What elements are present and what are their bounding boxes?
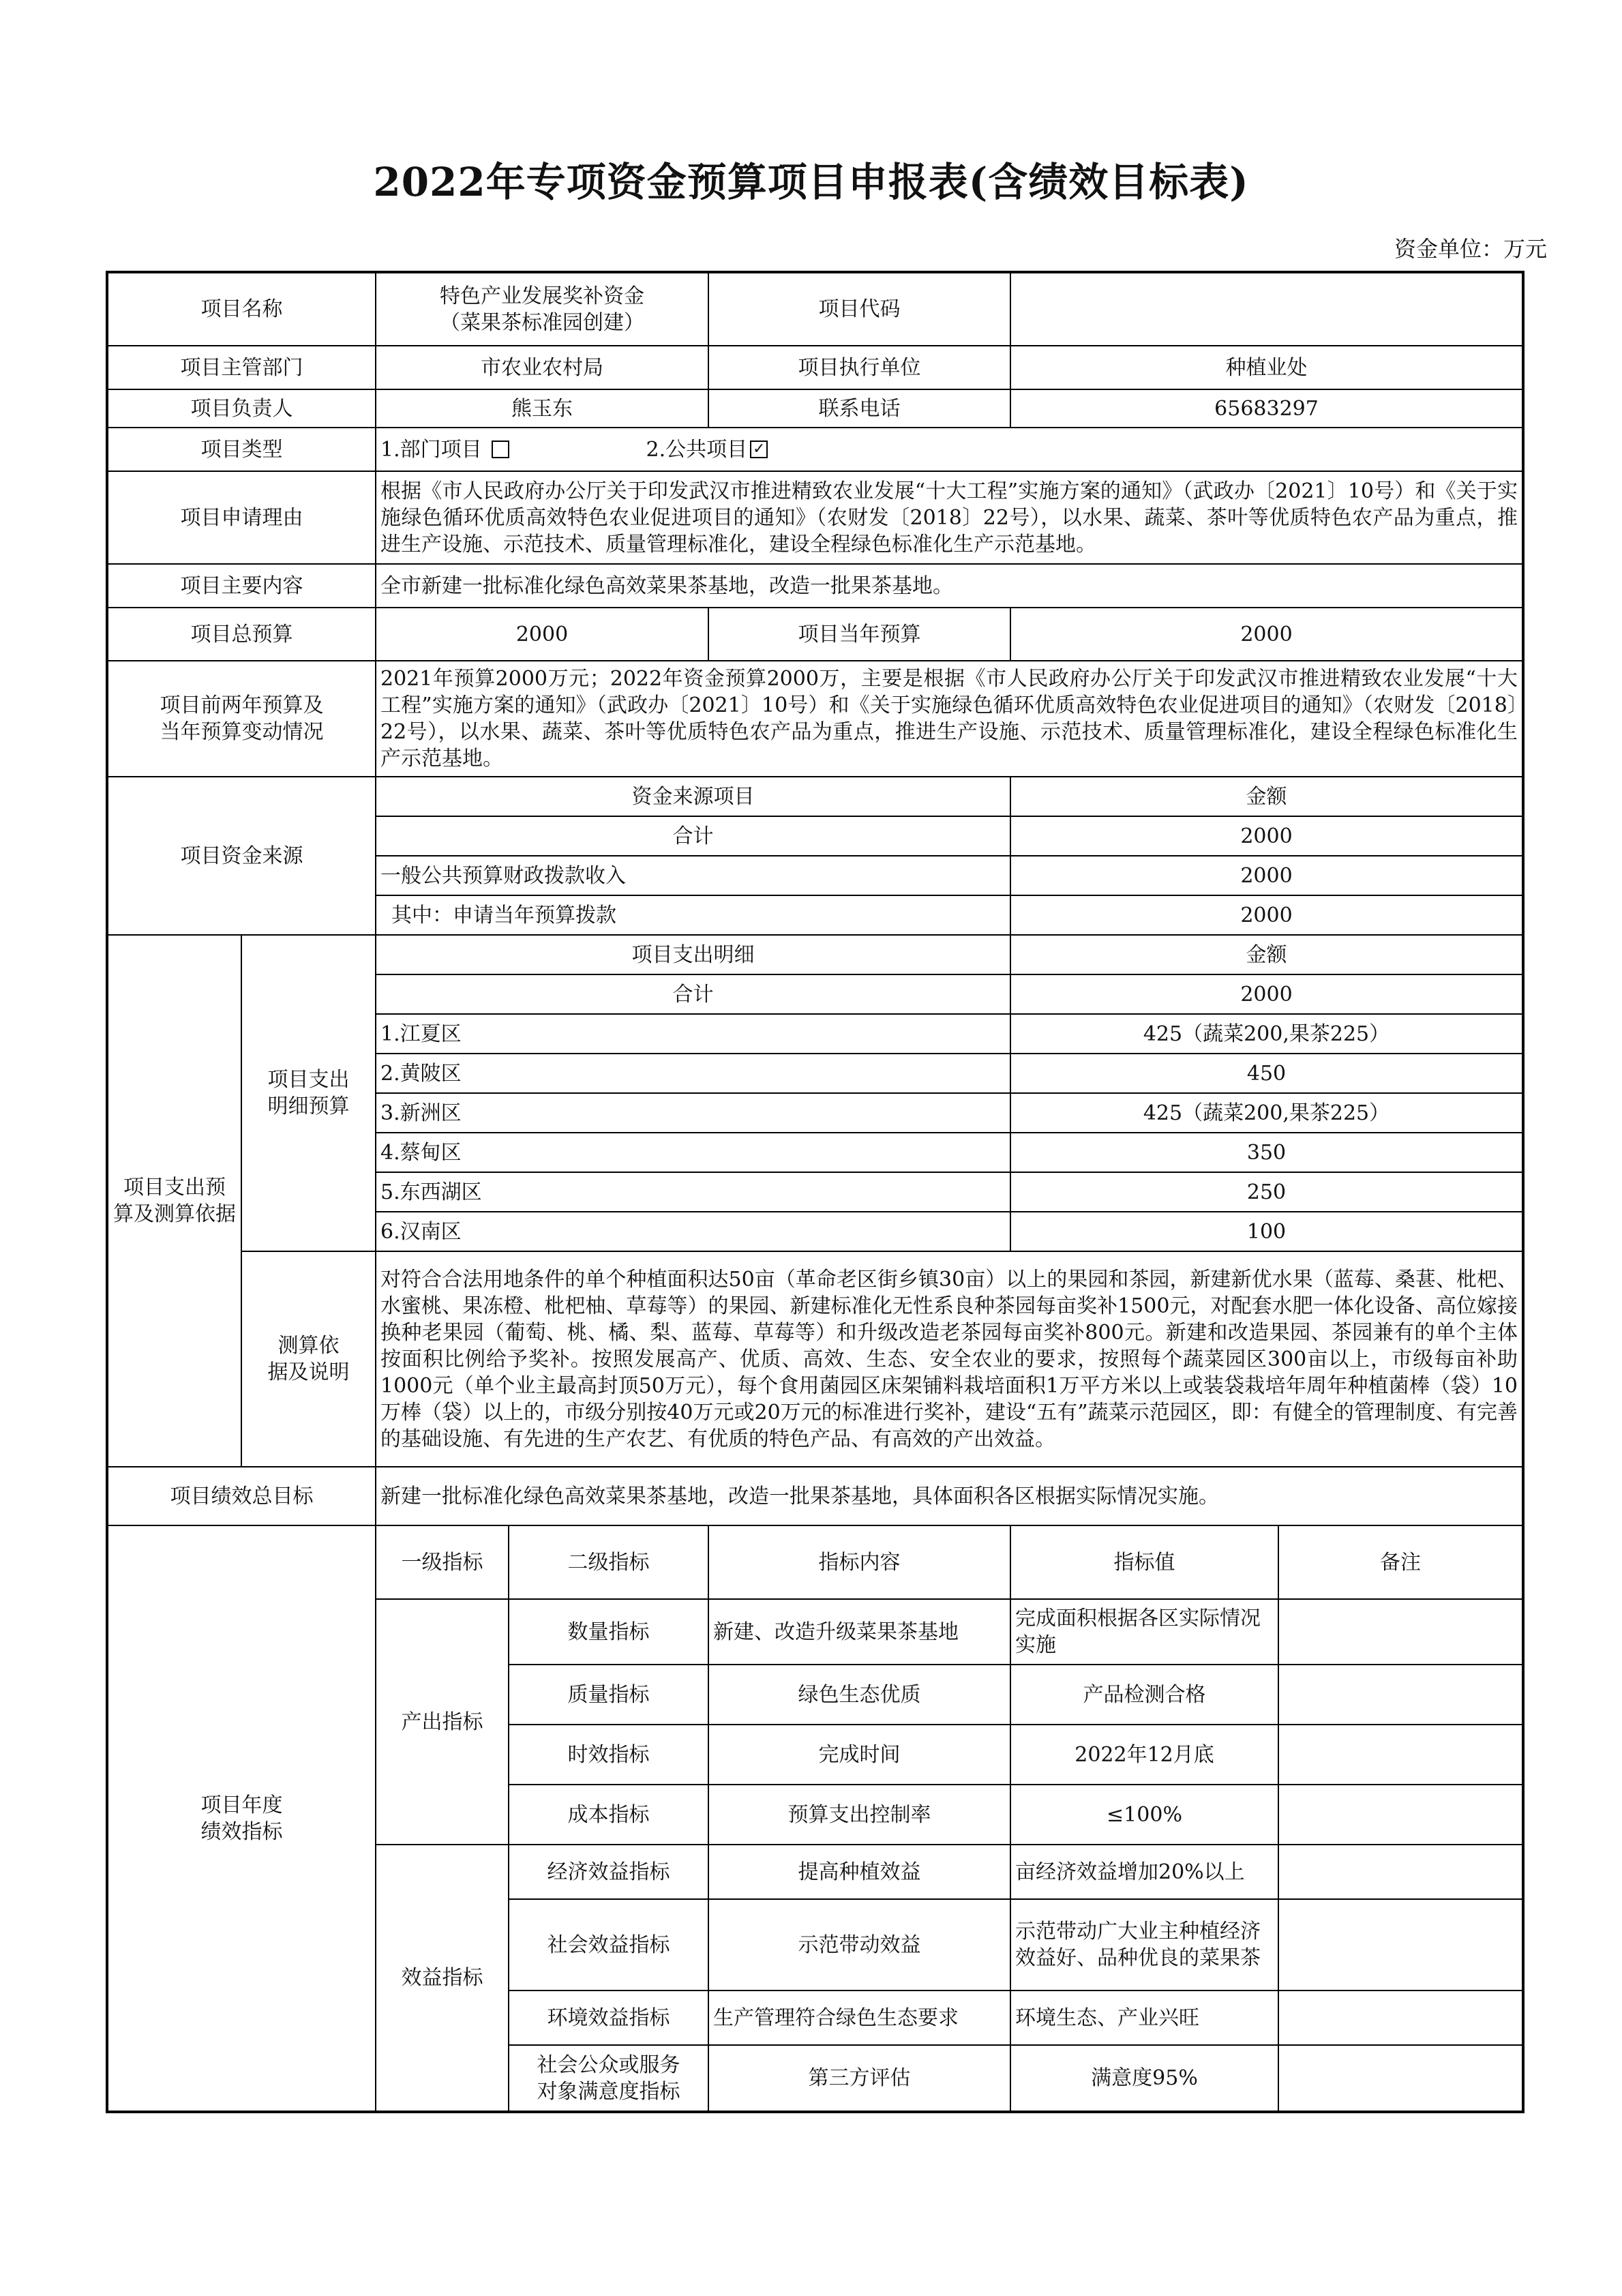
- exec-unit-label: 项目执行单位: [708, 346, 1010, 389]
- perf-content: 示范带动效益: [708, 1899, 1010, 1991]
- reason-value: 根据《市人民政府办公厅关于印发武汉市推进精致农业发展“十大工程”实施方案的通知》（武政办〔2021〕10号）和《关于实施绿色循环优质高效特色农业促进项目的通知》（农财发〔2018〕22号），以水果、蔬菜、茶叶等优质特色农产品为重点，推进生产设施、示范技术、质量管理标准化，建设全程绿色标准化生产示范基地。: [376, 471, 1523, 564]
- expense-row-amount: 100: [1010, 1212, 1523, 1251]
- expense-row-amount: 425（蔬菜200,果茶225）: [1010, 1093, 1523, 1133]
- expense-row-name: 4.蔡甸区: [376, 1133, 1010, 1172]
- perf-content: 第三方评估: [708, 2045, 1010, 2112]
- expense-total-name: 合计: [376, 974, 1010, 1014]
- fund-unit-label: 资金单位：万元: [1394, 236, 1547, 262]
- calc-basis-value: 对符合合法用地条件的单个种植面积达50亩（革命老区街乡镇30亩）以上的果园和茶园，新建新优水果（蓝莓、桑葚、枇杷、水蜜桃、果冻橙、枇杷柚、草莓等）的果园、新建标准化无性系良种茶园每亩奖补1500元，对配套水肥一体化设备、高位嫁接换种老果园（葡萄、桃、橘、梨、蓝莓、草莓等）和升级改造老茶园每亩奖补800元。新建和改造果园、茶园兼有的单个主体按面积比例给予奖补。按照发展高产、优质、高效、生态、安全农业的要求，按照每个蔬菜园区300亩以上，市级每亩补助1000元（单个业主最高封顶50万元），每个食用菌园区床架铺料栽培面积1万平方米以上或装袋栽培年周年种植菌棒（袋）10万棒（袋）以上的，市级分别按40万元或20万元的标准进行奖补，建设“五有”蔬菜示范园区，即：有健全的管理制度、有完善的基础设施、有先进的生产农艺、有优质的特色产品、有高效的产出效益。: [376, 1251, 1523, 1467]
- type-option-dept: [380, 436, 640, 463]
- expense-row-amount: 350: [1010, 1133, 1523, 1172]
- perf-value: 环境生态、产业兴旺: [1010, 1991, 1278, 2045]
- expense-col-detail-header: 项目支出明细: [376, 935, 1010, 974]
- perf-value: 亩经济效益增加20%以上: [1010, 1845, 1278, 1899]
- project-name-value: 特色产业发展奖补资金 （菜果茶标准园创建）: [376, 272, 708, 346]
- perf-note: [1278, 2045, 1523, 2112]
- calc-basis-label: 测算依 据及说明: [241, 1251, 376, 1467]
- expense-row-name: 5.东西湖区: [376, 1172, 1010, 1212]
- owner-label: 项目负责人: [107, 389, 376, 428]
- main-content-label: 项目主要内容: [107, 564, 376, 608]
- perf-header-level2: 二级指标: [509, 1525, 708, 1599]
- funding-row-amount: 2000: [1010, 895, 1523, 935]
- funding-row-amount: 2000: [1010, 816, 1523, 856]
- dept-label: 项目主管部门: [107, 346, 376, 389]
- phone-value: 65683297: [1010, 389, 1523, 428]
- funding-col-source-header: 资金来源项目: [376, 777, 1010, 816]
- perf-content: 生产管理符合绿色生态要求: [708, 1991, 1010, 2045]
- funding-row-name: 合计: [376, 816, 1010, 856]
- funding-source-label: 项目资金来源: [107, 777, 376, 935]
- funding-row-amount: 2000: [1010, 856, 1523, 895]
- project-type-label: 项目类型: [107, 428, 376, 471]
- perf-value: ≤100%: [1010, 1785, 1278, 1845]
- type-option-public: [646, 438, 768, 462]
- budget-change-value: 2021年预算2000万元；2022年资金预算2000万，主要是根据《市人民政府办公厅关于印发武汉市推进精致农业发展“十大工程”实施方案的通知》（武政办〔2021〕10号）和《关于实施绿色循环优质高效特色农业促进项目的通知》（农财发〔2018〕22号），以水果、蔬菜、茶叶等优质特色农产品为重点，推进生产设施、示范技术、质量管理标准化，建设全程绿色标准化生产示范基地。: [376, 661, 1523, 777]
- perf-value: 产品检测合格: [1010, 1665, 1278, 1725]
- perf-note: [1278, 1665, 1523, 1725]
- total-budget-value: 2000: [376, 608, 708, 661]
- type-option-public-label: 2.公共项目: [646, 437, 748, 462]
- funding-row-name: 其中：申请当年预算拨款: [376, 895, 1010, 935]
- perf-content: 完成时间: [708, 1725, 1010, 1785]
- expense-col-amount-header: 金额: [1010, 935, 1523, 974]
- year-budget-value: 2000: [1010, 608, 1523, 661]
- expense-row-amount: 425（蔬菜200,果茶225）: [1010, 1014, 1523, 1054]
- project-code-value: [1010, 272, 1523, 346]
- funding-row-name: 一般公共预算财政拨款收入: [376, 856, 1010, 895]
- checkbox-checked-icon: ✓: [750, 441, 768, 458]
- perf-level2: 时效指标: [509, 1725, 708, 1785]
- expense-outer-label: 项目支出预 算及测算依据: [107, 935, 241, 1467]
- phone-label: 联系电话: [708, 389, 1010, 428]
- perf-level2: 社会公众或服务 对象满意度指标: [509, 2045, 708, 2112]
- type-option-dept-label: 1.部门项目: [380, 437, 482, 462]
- expense-inner-label: 项目支出 明细预算: [241, 935, 376, 1251]
- funding-col-amount-header: 金额: [1010, 777, 1523, 816]
- perf-content: 新建、改造升级菜果茶基地: [708, 1599, 1010, 1665]
- total-budget-label: 项目总预算: [107, 608, 376, 661]
- perf-value: 2022年12月底: [1010, 1725, 1278, 1785]
- year-budget-label: 项目当年预算: [708, 608, 1010, 661]
- perf-header-note: 备注: [1278, 1525, 1523, 1599]
- expense-row-name: 3.新洲区: [376, 1093, 1010, 1133]
- annual-perf-label: 项目年度 绩效指标: [107, 1525, 376, 2112]
- perf-level1: 效益指标: [376, 1845, 509, 2112]
- perf-level2: 社会效益指标: [509, 1899, 708, 1991]
- perf-content: 绿色生态优质: [708, 1665, 1010, 1725]
- perf-note: [1278, 1845, 1523, 1899]
- expense-row-amount: 250: [1010, 1172, 1523, 1212]
- budget-application-table: [106, 271, 1525, 2113]
- perf-level2: 数量指标: [509, 1599, 708, 1665]
- perf-goal-value: 新建一批标准化绿色高效菜果茶基地，改造一批果茶基地，具体面积各区根据实际情况实施。: [376, 1467, 1523, 1525]
- perf-note: [1278, 1785, 1523, 1845]
- main-content-value: 全市新建一批标准化绿色高效菜果茶基地，改造一批果茶基地。: [376, 564, 1523, 608]
- perf-header-content: 指标内容: [708, 1525, 1010, 1599]
- perf-value: 示范带动广大业主种植经济效益好、品种优良的菜果茶: [1010, 1899, 1278, 1991]
- perf-level2: 质量指标: [509, 1665, 708, 1725]
- perf-note: [1278, 1899, 1523, 1991]
- budget-change-label: 项目前两年预算及 当年预算变动情况: [107, 661, 376, 777]
- project-type-options: [376, 428, 1523, 471]
- expense-row-name: 6.汉南区: [376, 1212, 1010, 1251]
- expense-total-amount: 2000: [1010, 974, 1523, 1014]
- owner-value: 熊玉东: [376, 389, 708, 428]
- perf-note: [1278, 1991, 1523, 2045]
- perf-goal-label: 项目绩效总目标: [107, 1467, 376, 1525]
- perf-level2: 经济效益指标: [509, 1845, 708, 1899]
- page-title: 2022年专项资金预算项目申报表(含绩效目标表): [373, 159, 1249, 205]
- dept-value: 市农业农村局: [376, 346, 708, 389]
- perf-value: 满意度95%: [1010, 2045, 1278, 2112]
- perf-header-value: 指标值: [1010, 1525, 1278, 1599]
- perf-level2: 环境效益指标: [509, 1991, 708, 2045]
- perf-note: [1278, 1725, 1523, 1785]
- reason-label: 项目申请理由: [107, 471, 376, 564]
- expense-row-amount: 450: [1010, 1054, 1523, 1093]
- exec-unit-value: 种植业处: [1010, 346, 1523, 389]
- perf-content: 提高种植效益: [708, 1845, 1010, 1899]
- expense-row-name: 1.江夏区: [376, 1014, 1010, 1054]
- perf-note: [1278, 1599, 1523, 1665]
- expense-row-name: 2.黄陂区: [376, 1054, 1010, 1093]
- project-name-label: 项目名称: [107, 272, 376, 346]
- perf-header-level1: 一级指标: [376, 1525, 509, 1599]
- perf-value: 完成面积根据各区实际情况实施: [1010, 1599, 1278, 1665]
- perf-level2: 成本指标: [509, 1785, 708, 1845]
- project-code-label: 项目代码: [708, 272, 1010, 346]
- checkbox-unchecked-icon: [492, 441, 509, 458]
- perf-content: 预算支出控制率: [708, 1785, 1010, 1845]
- perf-level1: 产出指标: [376, 1599, 509, 1845]
